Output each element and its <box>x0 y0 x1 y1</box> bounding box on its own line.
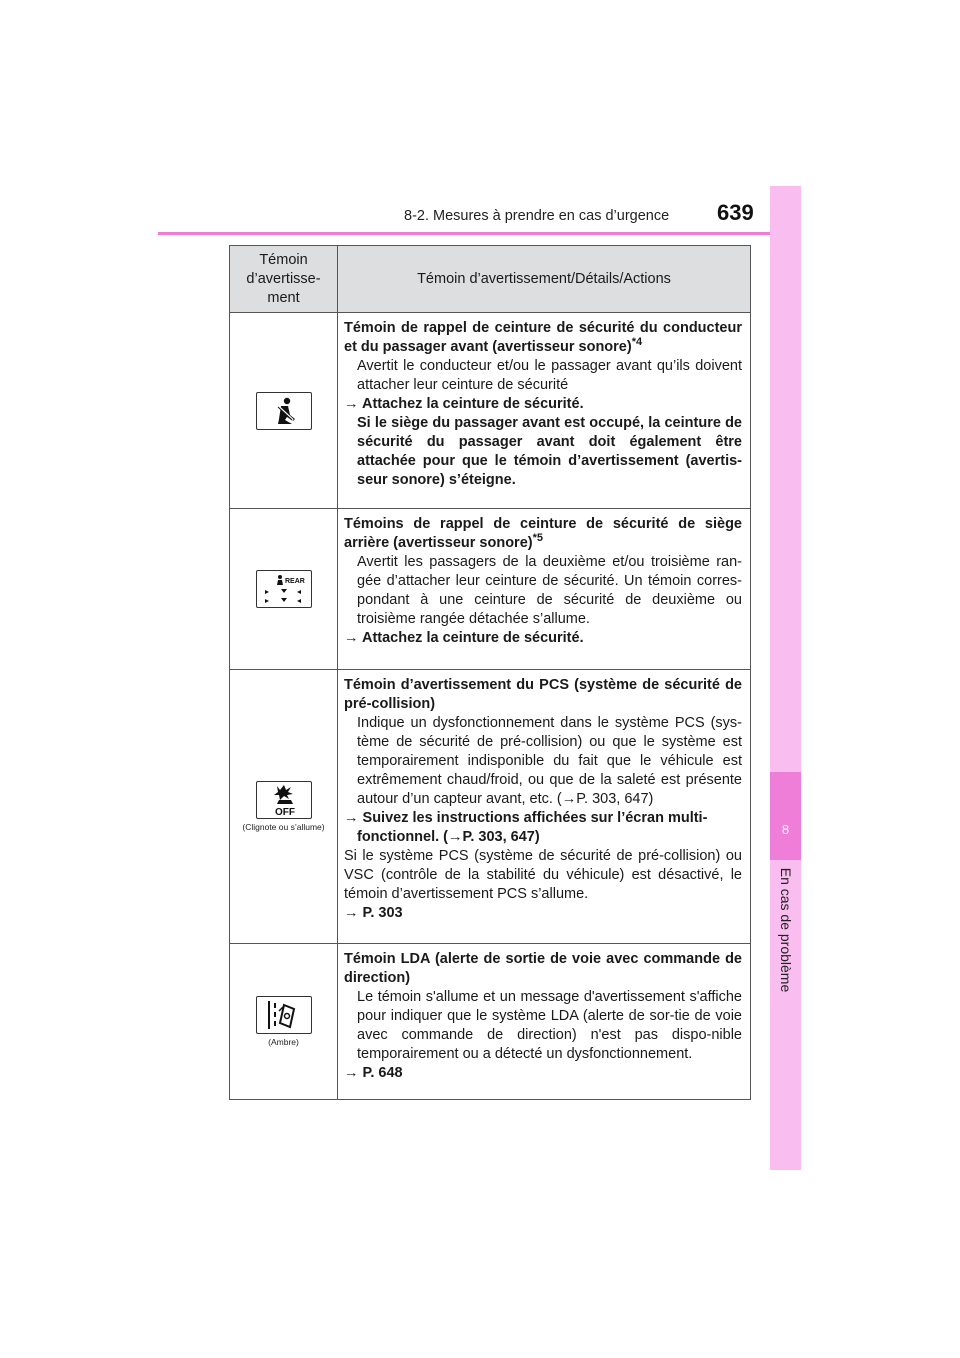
detail-cell <box>338 509 751 670</box>
row-title: Témoin de rappel de ceinture de sécurité du conducteur et du passager avant (avertisseur sonore)$^{*4}$ <box>344 320 742 355</box>
table-row <box>230 944 751 1100</box>
pcs-off-icon <box>256 781 312 819</box>
table-header-row <box>230 246 751 313</box>
chapter-side-tab <box>770 186 801 1170</box>
table-row <box>230 509 751 670</box>
detail-cell <box>338 313 751 509</box>
row-title: Témoin d’avertissement du PCS (système de sécurité de pré-collision) <box>344 677 742 712</box>
icon-cell <box>230 670 338 944</box>
row-note: Si le siège du passager avant est occupé, la ceinture de sécurité du passager avant doit également être attachée pour que le témoin d’avertissement (avertis-seur sonore) s’éteigne. <box>357 415 742 488</box>
icon-caption: (Ambre) <box>268 1037 299 1047</box>
header-detail-col: Témoin d’avertissement/Détails/Actions <box>338 246 751 313</box>
seatbelt-driver-icon <box>256 392 312 430</box>
detail-cell <box>338 944 751 1100</box>
lda-icon <box>256 996 312 1034</box>
chapter-number-tab <box>770 772 801 860</box>
chapter-title: En cas de problème <box>778 867 794 993</box>
detail-cell <box>338 670 751 944</box>
warning-light-table <box>229 245 751 1100</box>
row-action: → P. 648 <box>344 1065 403 1081</box>
header-rule <box>158 232 800 235</box>
table-row <box>230 670 751 944</box>
row-extra: Si le système PCS (système de sécurité de pré-collision) ou VSC (contrôle de la stabilité du véhicule) est désactivé, le témoin d’avertissement PCS s’allume. <box>344 848 742 902</box>
rear-label: REAR <box>284 578 305 585</box>
off-label: OFF <box>274 807 295 818</box>
section-title: 8-2. Mesures à prendre en cas d’urgence <box>404 208 670 224</box>
row-title: Témoin LDA (alerte de sortie de voie avec commande de direction) <box>344 951 742 986</box>
row-action: → Attachez la ceinture de sécurité. <box>344 396 584 412</box>
rear-seatbelt-icon <box>256 570 312 608</box>
row-title: Témoins de rappel de ceinture de sécurité de siège arrière (avertisseur sonore)$^{*5}$ <box>344 516 742 551</box>
row-action: → Suivez les instructions affichées sur l’écran multi-fonctionnel. (→P. 303, 647) <box>344 810 708 845</box>
row-description: Avertit le conducteur et/ou le passager avant qu’ils doivent attacher leur ceinture de sécurité <box>357 358 742 393</box>
header-icon-col: Témoin d’avertisse-ment <box>230 246 338 313</box>
row-description: Indique un dysfonctionnement dans le système PCS (sys-tème de sécurité de pré-collision) ou que le système est temporairement indisponible du fait que le véhicule est extrêmement chaud/froid, ou que de la saleté est présente autour d’un capteur avant, etc. (→P. 303, 647) <box>357 715 742 807</box>
row-action-2: → P. 303 <box>344 905 403 921</box>
icon-cell <box>230 944 338 1100</box>
table-row <box>230 313 751 509</box>
row-description: Le témoin s'allume et un message d'avertissement s'affiche pour indiquer que le système LDA (alerte de sor-tie de voie avec commande de direction) n'est pas dispo-nible temporairement ou a détecté un dysfonctionnement. <box>357 989 742 1062</box>
icon-cell <box>230 313 338 509</box>
icon-cell <box>230 509 338 670</box>
chapter-number: 8 <box>781 822 790 837</box>
icon-caption: (Clignote ou s’allume) <box>242 822 325 832</box>
row-description: Avertit les passagers de la deuxième et/ou troisième ran-gée d’attacher leur ceinture de sécurité. Un témoin corres-pondant à une ceinture de sécurité de deuxième ou troisième rangée détachée s’allume. <box>357 554 742 627</box>
row-action: → Attachez la ceinture de sécurité. <box>344 630 584 646</box>
page-number: 639 <box>717 200 754 225</box>
